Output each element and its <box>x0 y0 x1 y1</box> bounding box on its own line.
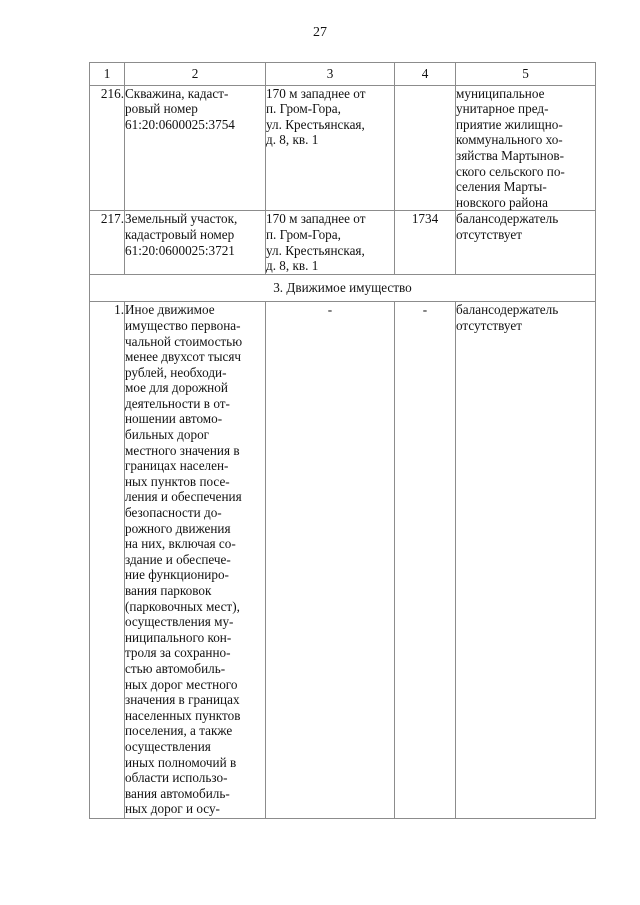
property-register-table <box>89 62 596 819</box>
location-line: п. Гром-Гора, <box>266 101 341 117</box>
holder-line: селения Марты- <box>456 179 547 195</box>
table-row <box>90 85 596 211</box>
row-number: 216. <box>90 85 125 211</box>
column-header-1: 1 <box>90 63 125 86</box>
object-name-line: здание и обеспече- <box>125 551 231 567</box>
row-number: 217. <box>90 211 125 274</box>
object-name-line: ношении автомо- <box>125 411 223 427</box>
object-name-line: населенных пунктов <box>125 707 241 723</box>
object-name-cell <box>125 211 266 274</box>
object-name-line: ниципального кон- <box>125 629 232 645</box>
object-name-line: троля за сохранно- <box>125 645 231 661</box>
object-name-line: (парковочных мест), <box>125 598 240 614</box>
object-name-line: области использо- <box>125 770 228 786</box>
column-header-5: 5 <box>456 63 596 86</box>
object-name-line: рублей, необходи- <box>125 364 227 380</box>
object-name-cell <box>125 302 266 819</box>
object-name-line: чальной стоимостью <box>125 333 243 349</box>
object-name-line: на них, включая со- <box>125 536 236 552</box>
holder-line: балансодержатель <box>456 211 559 227</box>
holder-line: новского района <box>456 194 548 210</box>
object-name-line: иных полномочий в <box>125 754 237 770</box>
page-number: 27 <box>313 25 327 40</box>
table-row <box>90 302 596 819</box>
object-name-line: бильных дорог <box>125 427 210 443</box>
area-cell: - <box>395 302 456 819</box>
location-line: ул. Крестьянская, <box>266 116 365 132</box>
object-name-line: границах населен- <box>125 458 229 474</box>
holder-line: зяйства Мартынов- <box>456 147 565 163</box>
object-name-line: Скважина, кадаст- <box>125 85 229 101</box>
object-name-line: имущество первона- <box>125 317 241 333</box>
object-name-line: ления и обеспечения <box>125 489 242 505</box>
location-line: ул. Крестьянская, <box>266 242 365 258</box>
location-cell: - <box>266 302 395 819</box>
column-header-3: 3 <box>266 63 395 86</box>
object-name-line: мое для дорожной <box>125 380 228 396</box>
section-title: 3. Движимое имущество <box>90 274 596 302</box>
area-cell <box>395 85 456 211</box>
holder-line: отсутствует <box>456 226 522 242</box>
row-number: 1. <box>90 302 125 819</box>
object-name-line: местного значения в <box>125 442 240 458</box>
column-header-4: 4 <box>395 63 456 86</box>
holder-cell <box>456 211 596 274</box>
object-name-line: ных пунктов посе- <box>125 473 230 489</box>
object-name-line: осуществления му- <box>125 614 234 630</box>
location-cell <box>266 85 395 211</box>
holder-line: ского сельского по- <box>456 163 565 179</box>
object-name-line: ных дорог и осу- <box>125 801 220 817</box>
object-name-line: безопасности до- <box>125 505 222 521</box>
object-name-line: значения в границах <box>125 692 240 708</box>
object-name-line: ных дорог местного <box>125 676 238 692</box>
object-name-line: Земельный участок, <box>125 211 238 227</box>
location-line: 170 м западнее от <box>266 85 366 101</box>
object-name-line: 61:20:0600025:3754 <box>125 116 235 132</box>
column-header-2: 2 <box>125 63 266 86</box>
object-name-line: вания автомобиль- <box>125 785 230 801</box>
object-name-line: поселения, а также <box>125 723 233 739</box>
object-name-line: ровый номер <box>125 101 198 117</box>
holder-line: приятие жилищно- <box>456 116 563 132</box>
holder-line: коммунального хо- <box>456 132 563 148</box>
object-name-line: ние функциониро- <box>125 567 229 583</box>
object-name-line: 61:20:0600025:3721 <box>125 242 235 258</box>
holder-line: унитарное пред- <box>456 101 549 117</box>
location-line: д. 8, кв. 1 <box>266 258 319 274</box>
location-cell <box>266 211 395 274</box>
location-line: 170 м западнее от <box>266 211 366 227</box>
holder-line: муниципальное <box>456 85 545 101</box>
object-name-line: вания парковок <box>125 583 212 598</box>
location-line: п. Гром-Гора, <box>266 226 341 242</box>
object-name-line: кадастровый номер <box>125 226 235 242</box>
area-cell: 1734 <box>395 211 456 274</box>
holder-line: отсутствует <box>456 317 522 333</box>
holder-cell <box>456 302 596 819</box>
object-name-line: деятельности в от- <box>125 395 230 411</box>
table-row <box>90 211 596 274</box>
holder-line: балансодержатель <box>456 302 559 318</box>
object-name-line: менее двухсот тысяч <box>125 349 242 365</box>
section-row <box>90 274 596 302</box>
holder-cell <box>456 85 596 211</box>
object-name-line: Иное движимое <box>125 302 215 318</box>
location-line: д. 8, кв. 1 <box>266 132 319 148</box>
object-name-line: рожного движения <box>125 520 231 536</box>
object-name-line: стью автомобиль- <box>125 660 226 676</box>
object-name-line: осуществления <box>125 738 211 754</box>
object-name-cell <box>125 85 266 211</box>
table-header-row <box>90 63 596 86</box>
